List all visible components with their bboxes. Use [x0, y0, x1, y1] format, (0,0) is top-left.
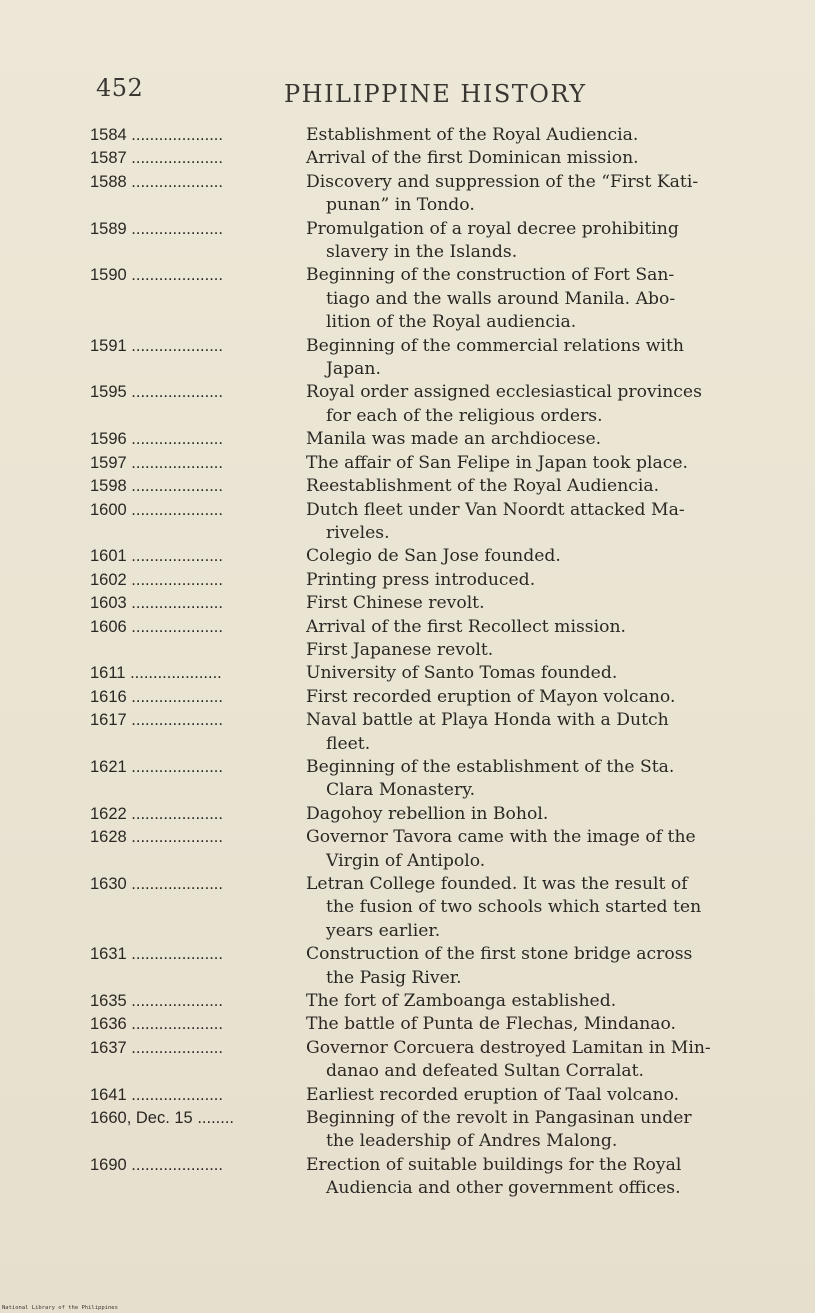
entry-year: 1603 .................... — [90, 594, 223, 613]
entry-year: 1621 .................... — [90, 757, 223, 776]
chronology-entry — [90, 1037, 750, 1084]
entry-description — [306, 592, 750, 615]
description-line: Governor Corcuera destroyed Lamitan in Min- — [306, 1037, 711, 1058]
entry-description — [306, 686, 750, 709]
chronology-entry — [90, 1107, 750, 1154]
chronology-entry — [90, 1154, 750, 1201]
description-line: Printing press introduced. — [306, 569, 536, 590]
description-line: the fusion of two schools which started ten — [326, 897, 702, 918]
chronology-entry — [90, 686, 750, 709]
entry-year: 1660, Dec. 15 ........ — [90, 1109, 234, 1128]
description-line: Reestablishment of the Royal Audiencia. — [306, 476, 660, 497]
entry-year: 1635 .................... — [90, 992, 223, 1011]
entry-description — [306, 218, 750, 265]
chronology-entry — [90, 124, 750, 147]
library-credit: National Library of the Philippines — [2, 1305, 118, 1311]
entry-year: 1587 .................... — [90, 149, 223, 168]
description-line: Establishment of the Royal Audiencia. — [306, 125, 639, 145]
chronology-entry — [90, 381, 750, 428]
description-line: punan” in Tondo. — [326, 195, 475, 216]
description-line: Erection of suitable buildings for the Royal — [306, 1154, 682, 1175]
entry-year: 1622 .................... — [90, 804, 223, 823]
description-line: lition of the Royal audiencia. — [326, 312, 577, 333]
entry-description — [306, 1107, 750, 1154]
description-line: Clara Monastery. — [326, 780, 476, 801]
entry-year: 1588 .................... — [90, 172, 223, 191]
chronology-entry — [90, 943, 750, 990]
description-line: Beginning of the establishment of the Sta. — [306, 756, 675, 777]
chronology-entry — [90, 803, 750, 826]
description-line: danao and defeated Sultan Corralat. — [326, 1061, 644, 1082]
chronology-entry — [90, 990, 750, 1013]
entry-description — [306, 826, 750, 873]
entry-year: 1597 .................... — [90, 453, 223, 472]
chronology-entry — [90, 335, 750, 382]
description-line: The fort of Zamboanga established. — [306, 991, 617, 1012]
entry-description — [306, 709, 750, 756]
description-line: Manila was made an archdiocese. — [306, 429, 602, 450]
chronology-entry — [90, 218, 750, 265]
description-line: fleet. — [326, 733, 371, 754]
entry-description — [306, 873, 750, 943]
entry-description — [306, 499, 750, 546]
description-line: Beginning of the construction of Fort San- — [306, 265, 675, 286]
chronology-entry — [90, 756, 750, 803]
entry-description — [306, 475, 750, 498]
description-line: Promulgation of a royal decree prohibiting — [306, 218, 679, 239]
chronology-entry — [90, 428, 750, 451]
description-line: Construction of the first stone bridge across — [306, 944, 693, 965]
chronology-entry — [90, 499, 750, 546]
description-line: years earlier. — [326, 920, 441, 941]
entry-description — [306, 756, 750, 803]
entry-description — [306, 616, 750, 663]
chronology-entry — [90, 616, 750, 663]
entry-year: 1611 .................... — [90, 664, 222, 683]
description-line: Governor Tavora came with the image of the — [306, 827, 696, 848]
entry-year: 1637 .................... — [90, 1038, 223, 1057]
description-line: The battle of Punta de Flechas, Mindanao. — [306, 1014, 677, 1035]
entry-description — [306, 943, 750, 990]
entry-year: 1602 .................... — [90, 570, 223, 589]
description-line: Dutch fleet under Van Noordt attacked Ma- — [306, 499, 685, 520]
chronology-entry — [90, 475, 750, 498]
description-line: riveles. — [326, 522, 390, 543]
description-line: Virgin of Antipolo. — [326, 850, 486, 871]
description-line: Earliest recorded eruption of Taal volcano. — [306, 1084, 680, 1105]
entry-description — [306, 124, 750, 147]
description-line: Japan. — [326, 359, 381, 380]
entry-year: 1606 .................... — [90, 617, 223, 636]
chronology-entry — [90, 826, 750, 873]
entry-year: 1601 .................... — [90, 547, 223, 566]
chronology-entry — [90, 662, 750, 685]
description-line: Colegio de San Jose founded. — [306, 546, 561, 567]
chronology-entry — [90, 873, 750, 943]
entry-description — [306, 1154, 750, 1201]
description-line: tiago and the walls around Manila. Abo- — [326, 288, 676, 309]
chronology-entry — [90, 709, 750, 756]
description-line: the leadership of Andres Malong. — [326, 1131, 618, 1152]
chronology-entry — [90, 1084, 750, 1107]
entry-year: 1595 .................... — [90, 383, 223, 402]
description-line: First Chinese revolt. — [306, 593, 485, 614]
description-line: Letran College founded. It was the result of — [306, 874, 688, 894]
chronology-list — [90, 124, 750, 1201]
chronology-entry — [90, 264, 750, 334]
entry-year: 1690 .................... — [90, 1155, 223, 1174]
entry-year: 1598 .................... — [90, 477, 223, 496]
entry-description — [306, 662, 750, 685]
entry-description — [306, 990, 750, 1013]
description-line: University of Santo Tomas founded. — [306, 663, 618, 684]
entry-description — [306, 171, 750, 218]
entry-year: 1591 .................... — [90, 336, 223, 355]
description-line: Audiencia and other government offices. — [326, 1178, 681, 1199]
entry-description — [306, 452, 750, 475]
description-line: Dagohoy rebellion in Bohol. — [306, 803, 549, 824]
description-line: Beginning of the revolt in Pangasinan under — [306, 1108, 692, 1129]
description-line: Discovery and suppression of the “First Kati- — [306, 171, 699, 192]
entry-description — [306, 545, 750, 568]
page-number: 452 — [96, 74, 144, 102]
chronology-entry — [90, 592, 750, 615]
chronology-entry — [90, 1013, 750, 1036]
chronology-entry — [90, 171, 750, 218]
entry-year: 1600 .................... — [90, 500, 223, 519]
entry-year: 1630 .................... — [90, 875, 223, 893]
entry-year: 1590 .................... — [90, 266, 223, 285]
entry-year: 1596 .................... — [90, 430, 223, 449]
chronology-entry — [90, 452, 750, 475]
description-line: Naval battle at Playa Honda with a Dutch — [306, 710, 669, 731]
description-line: slavery in the Islands. — [326, 242, 518, 263]
entry-description — [306, 147, 750, 170]
entry-description — [306, 264, 750, 334]
description-line: the Pasig River. — [326, 967, 462, 988]
entry-year: 1641 .................... — [90, 1085, 223, 1104]
entry-year: 1616 .................... — [90, 687, 223, 706]
description-line: Arrival of the first Recollect mission. — [306, 616, 626, 637]
entry-year: 1636 .................... — [90, 1015, 223, 1034]
entry-description — [306, 335, 750, 382]
chronology-entry — [90, 569, 750, 592]
entry-year: 1589 .................... — [90, 219, 223, 238]
entry-description — [306, 428, 750, 451]
entry-year: 1628 .................... — [90, 828, 223, 847]
entry-description — [306, 381, 750, 428]
entry-year: 1631 .................... — [90, 945, 223, 964]
entry-year: 1617 .................... — [90, 711, 223, 730]
description-line: Beginning of the commercial relations with — [306, 335, 684, 356]
entry-description — [306, 803, 750, 826]
description-line: Arrival of the first Dominican mission. — [306, 148, 639, 169]
description-line: First Japanese revolt. — [306, 639, 494, 660]
entry-year: 1584 .................... — [90, 126, 223, 144]
entry-description — [306, 1013, 750, 1036]
entry-description — [306, 1037, 750, 1084]
description-line: First recorded eruption of Mayon volcano. — [306, 686, 676, 707]
description-line: Royal order assigned ecclesiastical provinces — [306, 382, 702, 403]
description-line: for each of the religious orders. — [326, 405, 603, 426]
page-header — [96, 74, 776, 114]
running-title: PHILIPPINE HISTORY — [284, 80, 587, 108]
entry-description — [306, 1084, 750, 1107]
chronology-entry — [90, 545, 750, 568]
chronology-entry — [90, 147, 750, 170]
description-line: The affair of San Felipe in Japan took place. — [306, 452, 689, 473]
entry-description — [306, 569, 750, 592]
